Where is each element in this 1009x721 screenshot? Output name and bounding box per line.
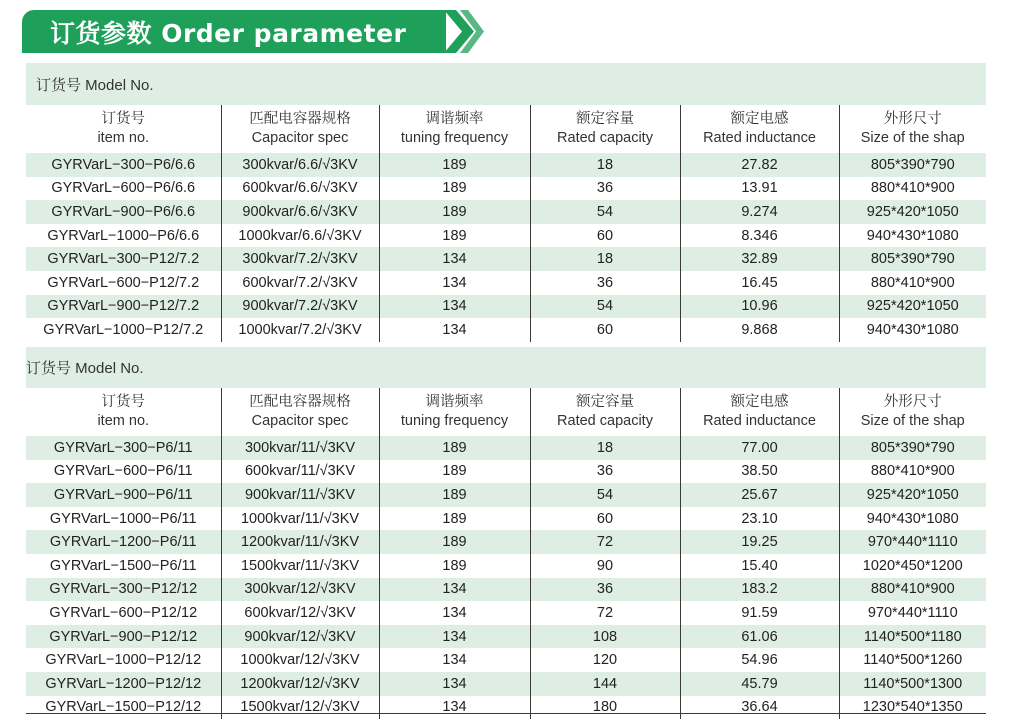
order-parameter-table <box>26 105 986 342</box>
section-header <box>26 347 986 388</box>
cell-rated-capacity: 60 <box>530 318 680 342</box>
table-row <box>26 224 986 248</box>
column-header-tuning-frequency: 调谐频率 tuning frequency <box>379 388 530 436</box>
cell-rated-capacity: 108 <box>530 625 680 649</box>
cell-size: 1140*500*1260 <box>863 652 963 669</box>
table-row <box>26 153 986 177</box>
cell-rated-inductance: 36.64 <box>680 696 839 720</box>
cell-tuning-frequency: 134 <box>379 672 530 696</box>
cell-rated-inductance: 15.40 <box>680 554 839 578</box>
cell-rated-capacity: 36 <box>530 460 680 484</box>
section-header <box>26 63 986 105</box>
table-row <box>26 200 986 224</box>
cell-capacitor-spec: 1200kvar/12/√3KV <box>221 672 379 696</box>
cell-size: 805*390*790 <box>870 251 955 268</box>
cell-item-no: GYRVarL−300−P6/6.6 <box>26 153 221 177</box>
cell-item-no: GYRVarL−600−P6/6.6 <box>26 177 221 201</box>
cell-rated-capacity: 54 <box>530 483 680 507</box>
cell-capacitor-spec: 1000kvar/6.6/√3KV <box>221 224 379 248</box>
cell-rated-inductance: 9.868 <box>680 318 839 342</box>
cell-rated-capacity: 18 <box>530 247 680 271</box>
cell-item-no: GYRVarL−1000−P6/6.6 <box>26 224 221 248</box>
cell-rated-capacity: 18 <box>530 153 680 177</box>
cell-rated-capacity: 36 <box>530 177 680 201</box>
cell-capacitor-spec: 1000kvar/12/√3KV <box>221 648 379 672</box>
cell-rated-inductance: 27.82 <box>680 153 839 177</box>
table-row <box>26 295 986 319</box>
cell-rated-inductance: 16.45 <box>680 271 839 295</box>
cell-item-no: GYRVarL−900−P12/7.2 <box>26 295 221 319</box>
table-row <box>26 318 986 342</box>
cell-rated-inductance: 8.346 <box>680 224 839 248</box>
cell-item-no: GYRVarL−900−P12/12 <box>26 625 221 649</box>
cell-size: 925*420*1050 <box>866 203 959 220</box>
cell-rated-capacity: 72 <box>530 530 680 554</box>
column-header-size: 外形尺寸 Size of the shap <box>860 111 965 146</box>
table-row <box>26 247 986 271</box>
cell-capacitor-spec: 300kvar/6.6/√3KV <box>221 153 379 177</box>
cell-item-no: GYRVarL−600−P12/12 <box>26 601 221 625</box>
table-row <box>26 530 986 554</box>
cell-item-no: GYRVarL−300−P12/7.2 <box>26 247 221 271</box>
cell-rated-capacity: 72 <box>530 601 680 625</box>
cell-capacitor-spec: 600kvar/7.2/√3KV <box>221 271 379 295</box>
cell-tuning-frequency: 189 <box>379 153 530 177</box>
cell-tuning-frequency: 189 <box>379 200 530 224</box>
cell-item-no: GYRVarL−1500−P12/12 <box>26 696 221 720</box>
cell-item-no: GYRVarL−1200−P12/12 <box>26 672 221 696</box>
cell-size: 880*410*900 <box>870 274 955 291</box>
cell-rated-inductance: 77.00 <box>680 436 839 460</box>
cell-rated-capacity: 36 <box>530 578 680 602</box>
table-row <box>26 483 986 507</box>
cell-capacitor-spec: 900kvar/12/√3KV <box>221 625 379 649</box>
section-title: 订货号 Model No. <box>26 360 144 377</box>
table-row <box>26 672 986 696</box>
cell-tuning-frequency: 134 <box>379 295 530 319</box>
cell-size: 940*430*1080 <box>866 321 959 338</box>
table-row <box>26 601 986 625</box>
cell-capacitor-spec: 1500kvar/11/√3KV <box>221 554 379 578</box>
column-header-capacitor-spec: 匹配电容器规格 Capacitor spec <box>221 388 379 436</box>
cell-tuning-frequency: 189 <box>379 224 530 248</box>
cell-tuning-frequency: 189 <box>379 460 530 484</box>
cell-item-no: GYRVarL−1200−P6/11 <box>26 530 221 554</box>
order-parameter-table <box>26 388 986 719</box>
cell-item-no: GYRVarL−1000−P12/7.2 <box>26 318 221 342</box>
cell-capacitor-spec: 1000kvar/11/√3KV <box>221 507 379 531</box>
cell-rated-inductance: 54.96 <box>680 648 839 672</box>
column-header-capacitor-spec: 匹配电容器规格 Capacitor spec <box>221 105 379 153</box>
cell-tuning-frequency: 189 <box>379 507 530 531</box>
cell-item-no: GYRVarL−900−P6/11 <box>26 483 221 507</box>
cell-rated-inductance: 25.67 <box>680 483 839 507</box>
column-header-size: 外形尺寸 Size of the shap <box>860 394 965 429</box>
cell-rated-inductance: 32.89 <box>680 247 839 271</box>
cell-size: 940*430*1080 <box>866 510 959 527</box>
table-row <box>26 507 986 531</box>
cell-rated-inductance: 45.79 <box>680 672 839 696</box>
table-header-row <box>26 388 986 436</box>
column-header-tuning-frequency: 调谐频率 tuning frequency <box>379 105 530 153</box>
column-header-item-no: 订货号 item no. <box>26 388 221 436</box>
cell-rated-capacity: 180 <box>530 696 680 720</box>
cell-capacitor-spec: 900kvar/11/√3KV <box>221 483 379 507</box>
cell-rated-capacity: 120 <box>530 648 680 672</box>
cell-tuning-frequency: 134 <box>379 318 530 342</box>
cell-rated-capacity: 144 <box>530 672 680 696</box>
cell-size: 880*410*900 <box>870 463 955 480</box>
cell-rated-capacity: 18 <box>530 436 680 460</box>
table-row <box>26 648 986 672</box>
table-row <box>26 271 986 295</box>
cell-item-no: GYRVarL−1500−P6/11 <box>26 554 221 578</box>
cell-item-no: GYRVarL−1000−P6/11 <box>26 507 221 531</box>
table-bottom-rule <box>26 713 986 714</box>
column-header-rated-capacity: 额定容量 Rated capacity <box>530 105 680 153</box>
cell-item-no: GYRVarL−600−P6/11 <box>26 460 221 484</box>
cell-tuning-frequency: 134 <box>379 601 530 625</box>
column-header-rated-capacity: 额定容量 Rated capacity <box>530 388 680 436</box>
cell-rated-capacity: 60 <box>530 507 680 531</box>
cell-tuning-frequency: 134 <box>379 271 530 295</box>
cell-capacitor-spec: 600kvar/11/√3KV <box>221 460 379 484</box>
cell-tuning-frequency: 134 <box>379 625 530 649</box>
cell-item-no: GYRVarL−1000−P12/12 <box>26 648 221 672</box>
table-row <box>26 177 986 201</box>
cell-capacitor-spec: 900kvar/6.6/√3KV <box>221 200 379 224</box>
cell-item-no: GYRVarL−600−P12/7.2 <box>26 271 221 295</box>
cell-tuning-frequency: 134 <box>379 696 530 720</box>
table-row <box>26 460 986 484</box>
table-row <box>26 436 986 460</box>
cell-rated-capacity: 60 <box>530 224 680 248</box>
cell-size: 1020*450*1200 <box>862 557 963 574</box>
cell-capacitor-spec: 600kvar/6.6/√3KV <box>221 177 379 201</box>
cell-capacitor-spec: 600kvar/12/√3KV <box>221 601 379 625</box>
table-row <box>26 625 986 649</box>
cell-rated-inductance: 9.274 <box>680 200 839 224</box>
table-row <box>26 696 986 720</box>
cell-capacitor-spec: 1500kvar/12/√3KV <box>221 696 379 720</box>
cell-size: 925*420*1050 <box>866 486 959 503</box>
cell-rated-inductance: 13.91 <box>680 177 839 201</box>
cell-size: 970*440*1110 <box>867 604 958 621</box>
cell-tuning-frequency: 189 <box>379 554 530 578</box>
column-header-rated-inductance: 额定电感 Rated inductance <box>680 105 839 153</box>
cell-rated-inductance: 183.2 <box>680 578 839 602</box>
cell-size: 1140*500*1180 <box>863 628 962 645</box>
cell-capacitor-spec: 1000kvar/7.2/√3KV <box>221 318 379 342</box>
cell-tuning-frequency: 134 <box>379 247 530 271</box>
cell-size: 940*430*1080 <box>866 227 959 244</box>
table-row <box>26 554 986 578</box>
cell-capacitor-spec: 1200kvar/11/√3KV <box>221 530 379 554</box>
cell-size: 805*390*790 <box>870 439 955 456</box>
cell-rated-capacity: 90 <box>530 554 680 578</box>
page-title: 订货参数 Order parameter <box>50 18 407 48</box>
cell-size: 1140*500*1300 <box>863 675 963 692</box>
cell-rated-inductance: 38.50 <box>680 460 839 484</box>
cell-item-no: GYRVarL−300−P12/12 <box>26 578 221 602</box>
column-header-item-no: 订货号 item no. <box>26 105 221 153</box>
column-header-rated-inductance: 额定电感 Rated inductance <box>680 388 839 436</box>
table-header-row <box>26 105 986 153</box>
cell-size: 925*420*1050 <box>866 298 959 315</box>
table-row <box>26 578 986 602</box>
cell-tuning-frequency: 189 <box>379 436 530 460</box>
cell-capacitor-spec: 300kvar/7.2/√3KV <box>221 247 379 271</box>
cell-item-no: GYRVarL−900−P6/6.6 <box>26 200 221 224</box>
cell-capacitor-spec: 300kvar/12/√3KV <box>221 578 379 602</box>
cell-rated-capacity: 54 <box>530 295 680 319</box>
cell-capacitor-spec: 300kvar/11/√3KV <box>221 436 379 460</box>
cell-tuning-frequency: 134 <box>379 578 530 602</box>
cell-size: 1230*540*1350 <box>862 699 963 716</box>
cell-item-no: GYRVarL−300−P6/11 <box>26 436 221 460</box>
cell-tuning-frequency: 134 <box>379 648 530 672</box>
cell-rated-inductance: 23.10 <box>680 507 839 531</box>
cell-rated-inductance: 91.59 <box>680 601 839 625</box>
cell-capacitor-spec: 900kvar/7.2/√3KV <box>221 295 379 319</box>
cell-tuning-frequency: 189 <box>379 530 530 554</box>
cell-size: 880*410*900 <box>870 581 955 598</box>
cell-size: 970*440*1110 <box>867 534 958 551</box>
cell-tuning-frequency: 189 <box>379 177 530 201</box>
table-body <box>26 436 986 719</box>
section-title: 订货号 Model No. <box>36 76 154 94</box>
cell-rated-inductance: 61.06 <box>680 625 839 649</box>
cell-rated-capacity: 36 <box>530 271 680 295</box>
cell-tuning-frequency: 189 <box>379 483 530 507</box>
cell-size: 880*410*900 <box>870 180 955 197</box>
cell-rated-capacity: 54 <box>530 200 680 224</box>
table-body <box>26 153 986 342</box>
cell-size: 805*390*790 <box>870 156 955 173</box>
page-title-banner <box>22 10 446 53</box>
cell-rated-inductance: 19.25 <box>680 530 839 554</box>
cell-rated-inductance: 10.96 <box>680 295 839 319</box>
chevron-right-icon <box>444 10 484 53</box>
